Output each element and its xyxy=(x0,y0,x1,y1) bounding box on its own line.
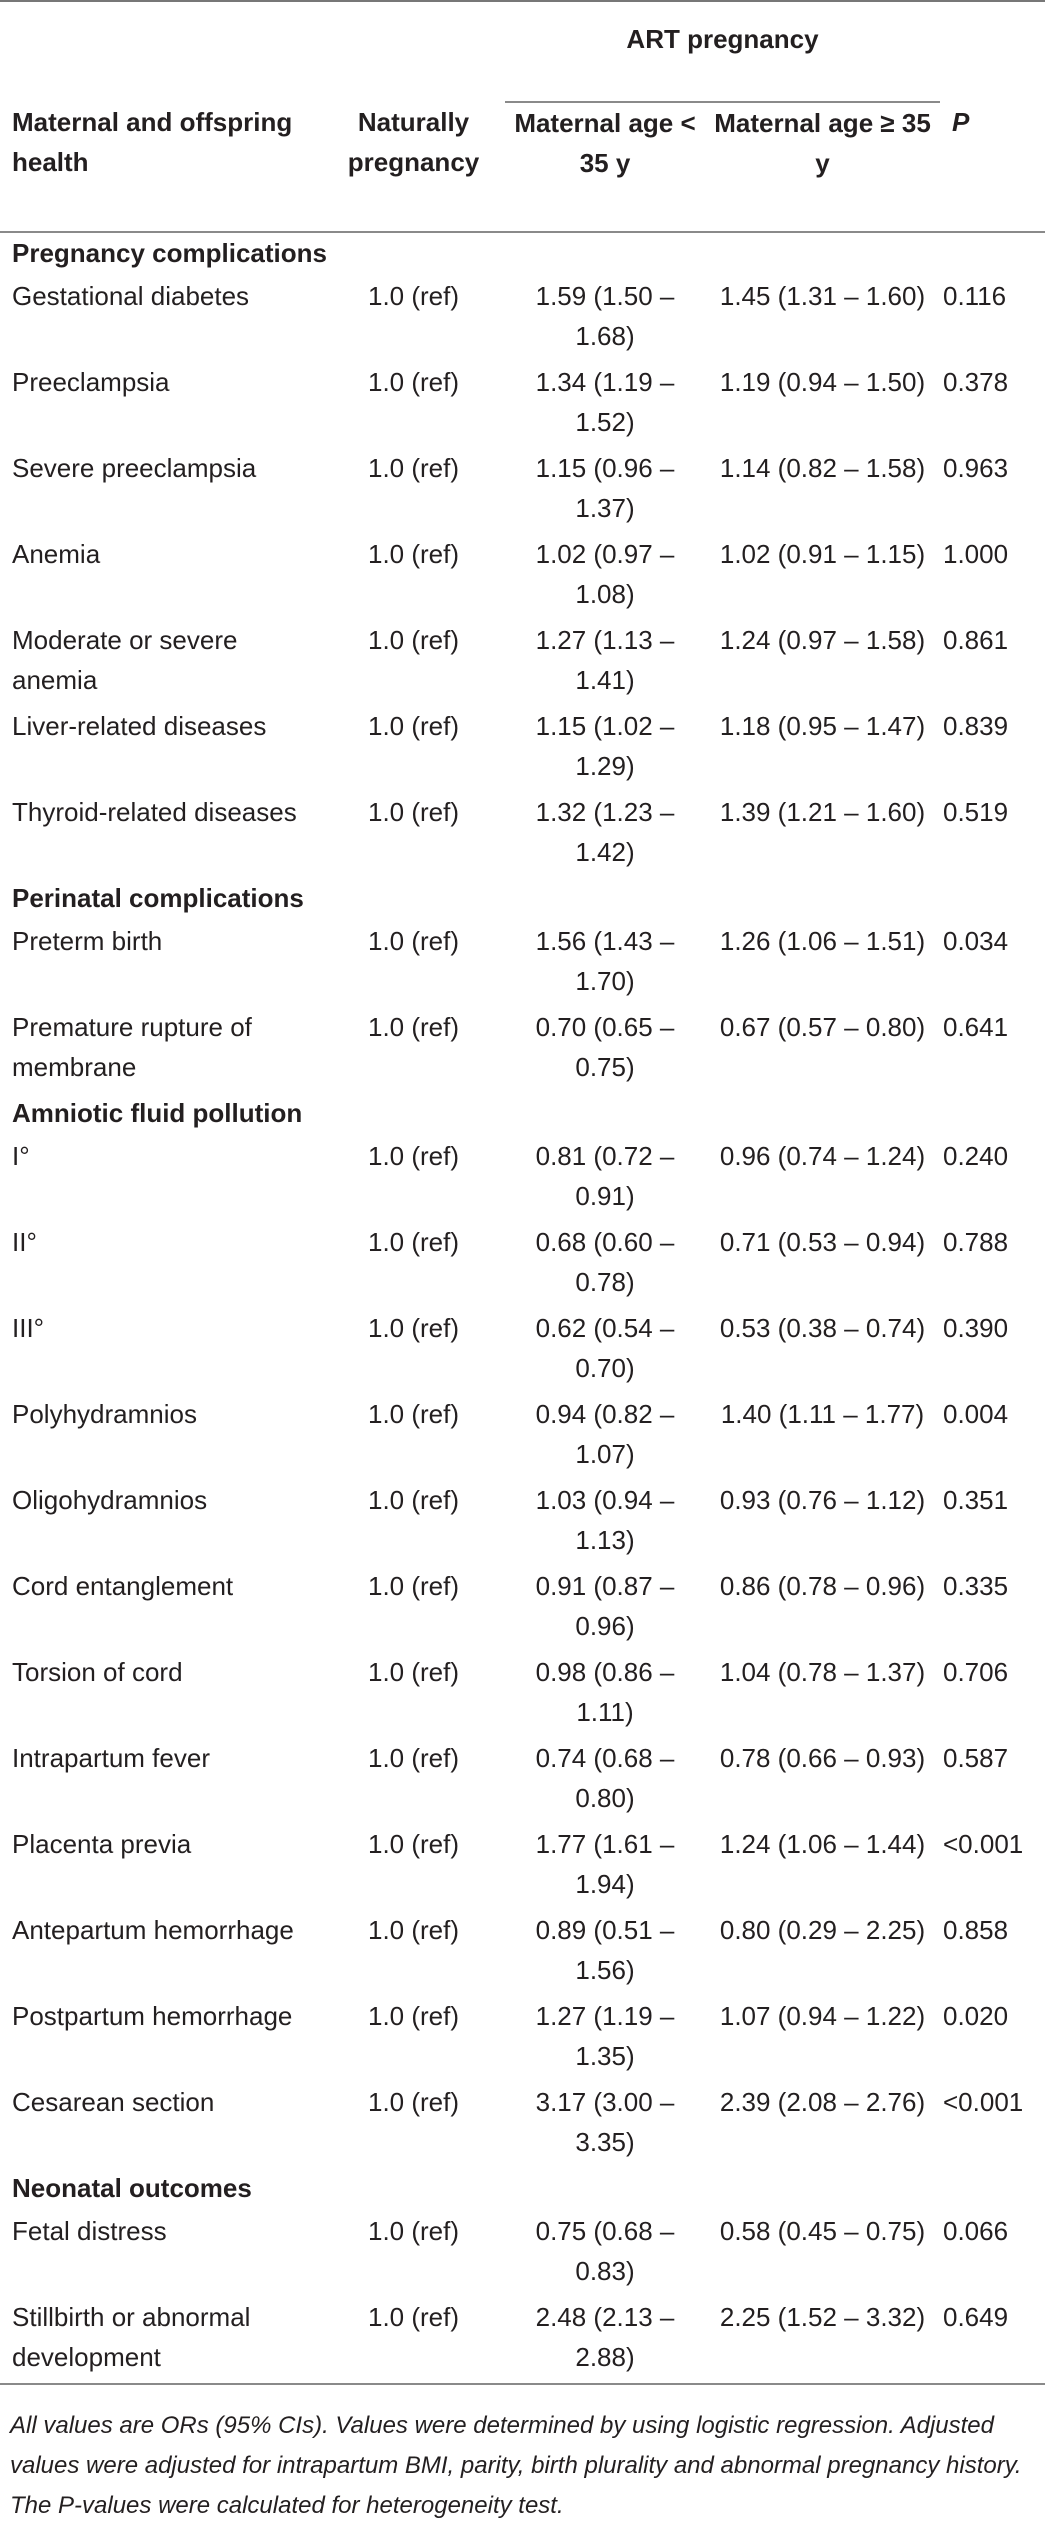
table-row xyxy=(0,1308,1045,1394)
cell-age-35-plus: 0.93 (0.76 – 1.12) xyxy=(719,1485,926,1515)
row-label: Placenta previa xyxy=(12,1829,192,1859)
row-label: Severe preeclampsia xyxy=(12,453,257,483)
cell-age-under-35: 0.62 (0.54 – 0.70) xyxy=(535,1313,675,1383)
cell-p-value: 0.649 xyxy=(940,2297,1045,2384)
cell-age-under-35: 0.75 (0.68 – 0.83) xyxy=(535,2216,675,2286)
cell-age-35-plus: 2.39 (2.08 – 2.76) xyxy=(719,2087,926,2117)
table-row xyxy=(0,1222,1045,1308)
cell-p-value: 0.858 xyxy=(943,1915,1009,1945)
cell-age-35-plus: 1.07 (0.94 – 1.22) xyxy=(719,2001,926,2031)
cell-natural: 1.0 (ref) xyxy=(367,1829,460,1859)
cell-natural: 1.0 (ref) xyxy=(367,1657,460,1687)
cell-age-under-35: 0.70 (0.65 – 0.75) xyxy=(535,1012,675,1082)
cell-age-35-plus: 1.40 (1.11 – 1.77) xyxy=(720,1399,925,1429)
cell-natural: 1.0 (ref) xyxy=(367,2001,460,2031)
cell-age-35-plus: 1.14 (0.82 – 1.58) xyxy=(719,453,926,483)
cell-natural: 1.0 (ref) xyxy=(367,926,460,956)
cell-natural: 1.0 (ref) xyxy=(367,1141,460,1171)
cell-age-under-35: 1.27 (1.13 – 1.41) xyxy=(535,625,675,695)
table-row xyxy=(0,1996,1045,2082)
cell-age-under-35: 1.34 (1.19 – 1.52) xyxy=(535,367,675,437)
row-label: Moderate or severe anemia xyxy=(12,625,238,695)
cell-natural: 1.0 (ref) xyxy=(367,625,460,655)
cell-age-under-35: 1.15 (1.02 – 1.29) xyxy=(535,711,675,781)
table-row xyxy=(0,706,1045,792)
cell-age-under-35: 1.77 (1.61 – 1.94) xyxy=(535,1829,675,1899)
cell-age-35-plus: 1.39 (1.21 – 1.60) xyxy=(719,797,926,827)
row-label: Polyhydramnios xyxy=(12,1399,197,1429)
cell-natural: 1.0 (ref) xyxy=(367,281,460,311)
cell-p-value: 0.706 xyxy=(943,1657,1009,1687)
cell-age-35-plus: 0.67 (0.57 – 0.80) xyxy=(719,1012,926,1042)
cell-age-under-35: 0.94 (0.82 – 1.07) xyxy=(535,1399,675,1469)
table-row xyxy=(0,2297,1045,2384)
col-header-natural: Naturally pregnancy xyxy=(322,102,505,232)
cell-p-value: <0.001 xyxy=(943,2087,1024,2117)
row-label: Premature rupture of membrane xyxy=(12,1012,252,1082)
cell-age-35-plus: 1.04 (0.78 – 1.37) xyxy=(719,1657,926,1687)
section-header-row xyxy=(0,232,1045,276)
cell-natural: 1.0 (ref) xyxy=(367,2216,460,2246)
col-header-age-35-plus: Maternal age ≥ 35 y xyxy=(705,102,940,232)
cell-p-value: 0.839 xyxy=(943,711,1009,741)
row-label: Antepartum hemorrhage xyxy=(12,1915,294,1945)
cell-age-35-plus: 2.25 (1.52 – 3.32) xyxy=(705,2297,940,2384)
cell-age-35-plus: 1.24 (1.06 – 1.44) xyxy=(719,1829,926,1859)
cell-age-under-35: 1.27 (1.19 – 1.35) xyxy=(535,2001,675,2071)
cell-age-under-35: 0.98 (0.86 – 1.11) xyxy=(535,1657,675,1727)
row-label: Cesarean section xyxy=(12,2087,215,2117)
table-row xyxy=(0,362,1045,448)
cell-natural: 1.0 (ref) xyxy=(367,453,460,483)
table-row xyxy=(0,2211,1045,2297)
row-label: Intrapartum fever xyxy=(12,1743,210,1773)
cell-p-value: 0.378 xyxy=(943,367,1009,397)
row-label: Stillbirth or abnormal development xyxy=(0,2297,322,2384)
cell-p-value: 0.519 xyxy=(943,797,1009,827)
cell-p-value: 0.004 xyxy=(943,1399,1009,1429)
cell-natural: 1.0 (ref) xyxy=(367,1012,460,1042)
row-label: II° xyxy=(12,1227,37,1257)
cell-age-under-35: 0.89 (0.51 – 1.56) xyxy=(535,1915,675,1985)
table-row xyxy=(0,534,1045,620)
col-header-p: P xyxy=(940,102,1045,232)
cell-age-under-35: 1.32 (1.23 – 1.42) xyxy=(535,797,675,867)
cell-p-value: 0.390 xyxy=(943,1313,1009,1343)
row-label: Oligohydramnios xyxy=(12,1485,208,1515)
art-pregnancy-header: ART pregnancy xyxy=(505,2,940,102)
table-row xyxy=(0,276,1045,362)
cell-natural: 1.0 (ref) xyxy=(367,797,460,827)
row-label: I° xyxy=(12,1141,30,1171)
cell-age-35-plus: 0.86 (0.78 – 0.96) xyxy=(719,1571,926,1601)
table-row xyxy=(0,1394,1045,1480)
cell-age-under-35: 1.59 (1.50 – 1.68) xyxy=(535,281,675,351)
cell-age-under-35: 0.91 (0.87 – 0.96) xyxy=(535,1571,675,1641)
cell-age-35-plus: 0.58 (0.45 – 0.75) xyxy=(719,2216,926,2246)
cell-p-value: 0.066 xyxy=(943,2216,1009,2246)
cell-age-35-plus: 1.18 (0.95 – 1.47) xyxy=(719,711,926,741)
section-header-row xyxy=(0,878,1045,921)
section-header-row xyxy=(0,1093,1045,1136)
cell-natural: 1.0 (ref) xyxy=(367,539,460,569)
table-row xyxy=(0,448,1045,534)
table-row xyxy=(0,2082,1045,2168)
header-group-row xyxy=(0,2,1045,102)
cell-natural: 1.0 (ref) xyxy=(367,711,460,741)
row-label: III° xyxy=(12,1313,45,1343)
cell-age-under-35: 1.56 (1.43 – 1.70) xyxy=(535,926,675,996)
cell-age-under-35: 1.02 (0.97 – 1.08) xyxy=(535,539,675,609)
row-label: Fetal distress xyxy=(12,2216,167,2246)
cell-p-value: 0.116 xyxy=(943,281,1007,311)
cell-age-35-plus: 1.02 (0.91 – 1.15) xyxy=(719,539,926,569)
table-row xyxy=(0,1824,1045,1910)
cell-age-under-35: 1.03 (0.94 – 1.13) xyxy=(535,1485,675,1555)
cell-age-under-35: 1.15 (0.96 – 1.37) xyxy=(535,453,675,523)
section-title: Amniotic fluid pollution xyxy=(12,1098,303,1128)
table-row xyxy=(0,620,1045,706)
column-header-row xyxy=(0,102,1045,232)
row-label: Postpartum hemorrhage xyxy=(12,2001,293,2031)
table-row xyxy=(0,1007,1045,1093)
row-label: Cord entanglement xyxy=(12,1571,234,1601)
cell-p-value: 0.240 xyxy=(943,1141,1009,1171)
row-label: Torsion of cord xyxy=(12,1657,183,1687)
section-title: Pregnancy complications xyxy=(12,238,327,268)
cell-p-value: 0.963 xyxy=(943,453,1009,483)
cell-p-value: 0.351 xyxy=(943,1485,1009,1515)
table-row xyxy=(0,1136,1045,1222)
cell-p-value: 1.000 xyxy=(943,539,1009,569)
cell-age-35-plus: 0.53 (0.38 – 0.74) xyxy=(719,1313,926,1343)
section-title: Perinatal complications xyxy=(12,883,304,913)
cell-natural: 1.0 (ref) xyxy=(367,1571,460,1601)
cell-natural: 1.0 (ref) xyxy=(367,1485,460,1515)
cell-p-value: 0.788 xyxy=(943,1227,1009,1257)
cell-age-under-35: 0.68 (0.60 – 0.78) xyxy=(535,1227,675,1297)
cell-p-value: <0.001 xyxy=(943,1829,1024,1859)
cell-natural: 1.0 (ref) xyxy=(367,1313,460,1343)
cell-p-value: 0.335 xyxy=(943,1571,1009,1601)
table-row xyxy=(0,1910,1045,1996)
row-label: Thyroid-related diseases xyxy=(12,797,297,827)
cell-p-value: 0.034 xyxy=(943,926,1009,956)
table-row xyxy=(0,792,1045,878)
row-label: Preterm birth xyxy=(12,926,163,956)
cell-age-35-plus: 0.96 (0.74 – 1.24) xyxy=(719,1141,926,1171)
cell-age-35-plus: 0.80 (0.29 – 2.25) xyxy=(719,1915,926,1945)
table-body xyxy=(0,232,1045,2384)
cell-age-under-35: 0.74 (0.68 – 0.80) xyxy=(535,1743,675,1813)
table-row xyxy=(0,1480,1045,1566)
table-row xyxy=(0,1652,1045,1738)
cell-age-35-plus: 0.78 (0.66 – 0.93) xyxy=(719,1743,926,1773)
cell-natural: 1.0 (ref) xyxy=(367,367,460,397)
section-title: Neonatal outcomes xyxy=(12,2173,252,2203)
cell-p-value: 0.020 xyxy=(943,2001,1009,2031)
table-header xyxy=(0,1,1045,232)
col-header-age-under-35: Maternal age < 35 y xyxy=(505,102,705,232)
cell-natural: 1.0 (ref) xyxy=(367,2087,460,2117)
cell-age-35-plus: 1.19 (0.94 – 1.50) xyxy=(719,367,926,397)
cell-age-35-plus: 1.24 (0.97 – 1.58) xyxy=(719,625,926,655)
cell-natural: 1.0 (ref) xyxy=(367,1399,460,1429)
row-label: Liver-related diseases xyxy=(12,711,267,741)
cell-age-35-plus: 0.71 (0.53 – 0.94) xyxy=(719,1227,926,1257)
row-label: Anemia xyxy=(12,539,101,569)
table-row xyxy=(0,1738,1045,1824)
cell-age-35-plus: 1.45 (1.31 – 1.60) xyxy=(719,281,926,311)
cell-p-value: 0.861 xyxy=(943,625,1009,655)
cell-p-value: 0.641 xyxy=(943,1012,1009,1042)
cell-p-value: 0.587 xyxy=(943,1743,1009,1773)
row-label: Gestational diabetes xyxy=(12,281,250,311)
cell-natural: 1.0 (ref) xyxy=(367,1915,460,1945)
section-header-row xyxy=(0,2168,1045,2211)
cell-natural: 1.0 (ref) xyxy=(367,1227,460,1257)
cell-age-35-plus: 1.26 (1.06 – 1.51) xyxy=(719,926,926,956)
table-row xyxy=(0,1566,1045,1652)
col-header-measure: Maternal and offspring health xyxy=(0,102,322,232)
cell-natural: 1.0 (ref) xyxy=(367,1743,460,1773)
cell-age-under-35: 2.48 (2.13 – 2.88) xyxy=(505,2297,705,2384)
cell-natural: 1.0 (ref) xyxy=(322,2297,505,2384)
cell-age-under-35: 3.17 (3.00 – 3.35) xyxy=(535,2087,675,2157)
table-row xyxy=(0,921,1045,1007)
table-footnote: All values are ORs (95% CIs). Values were determined by using logistic regression. Adjusted values were adjusted for intrapartum BMI, parity, birth plurality and abnormal pregnancy history. The P-values were calculated for heterogeneity test. xyxy=(10,2412,1022,2519)
cell-age-under-35: 0.81 (0.72 – 0.91) xyxy=(535,1141,675,1211)
row-label: Preeclampsia xyxy=(12,367,170,397)
